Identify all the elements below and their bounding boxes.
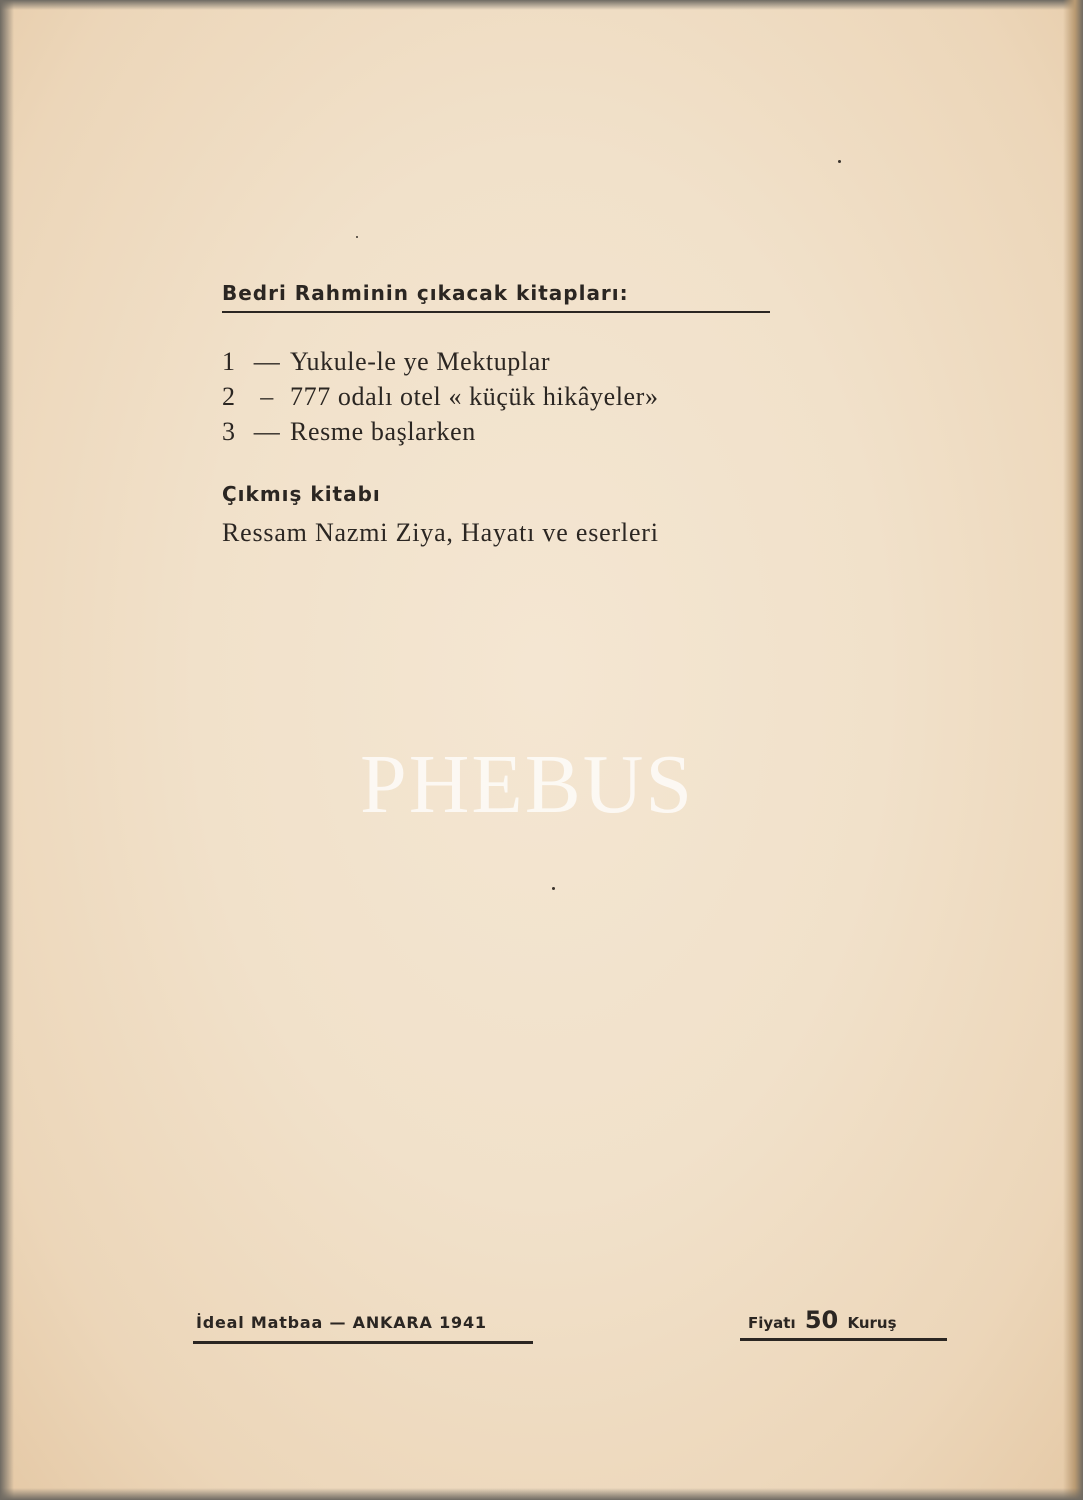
page-edge-bottom [0, 1488, 1083, 1500]
price-tag [748, 1306, 897, 1334]
book-dash: – [260, 382, 274, 411]
published-book-title: Ressam Nazmi Ziya, Hayatı ve eserleri [222, 518, 659, 547]
price-unit: Kuruş [847, 1314, 897, 1332]
list-item [222, 414, 659, 449]
list-item [222, 344, 659, 379]
book-title: Resme başlarken [290, 417, 476, 446]
list-item [222, 379, 659, 414]
published-book-heading: Çıkmış kitabı [222, 482, 381, 506]
book-number: 2 [222, 382, 236, 411]
price-label: Fiyatı [748, 1314, 796, 1332]
book-number: 3 [222, 417, 236, 446]
paper-speck [838, 160, 841, 163]
price-amount: 50 [804, 1306, 839, 1334]
book-number: 1 [222, 347, 236, 376]
book-title: 777 odalı otel « küçük hikâyeler» [290, 382, 659, 411]
heading-underline [222, 311, 770, 313]
page-edge-left [0, 0, 14, 1500]
printer-imprint: İdeal Matbaa — ANKARA 1941 [196, 1313, 487, 1332]
upcoming-books-list [222, 344, 659, 449]
book-dash: — [253, 417, 281, 446]
paper-speck [552, 887, 555, 890]
book-title: Yukule-le ye Mektuplar [290, 347, 551, 376]
paper-speck [356, 236, 358, 238]
upcoming-books-heading: Bedri Rahminin çıkacak kitapları: [222, 281, 629, 305]
watermark: PHEBUS [360, 738, 695, 831]
page-edge-right [1063, 0, 1083, 1500]
book-dash: — [253, 347, 281, 376]
price-underline [740, 1338, 947, 1341]
printer-underline [193, 1341, 533, 1344]
page-edge-top [0, 0, 1083, 10]
